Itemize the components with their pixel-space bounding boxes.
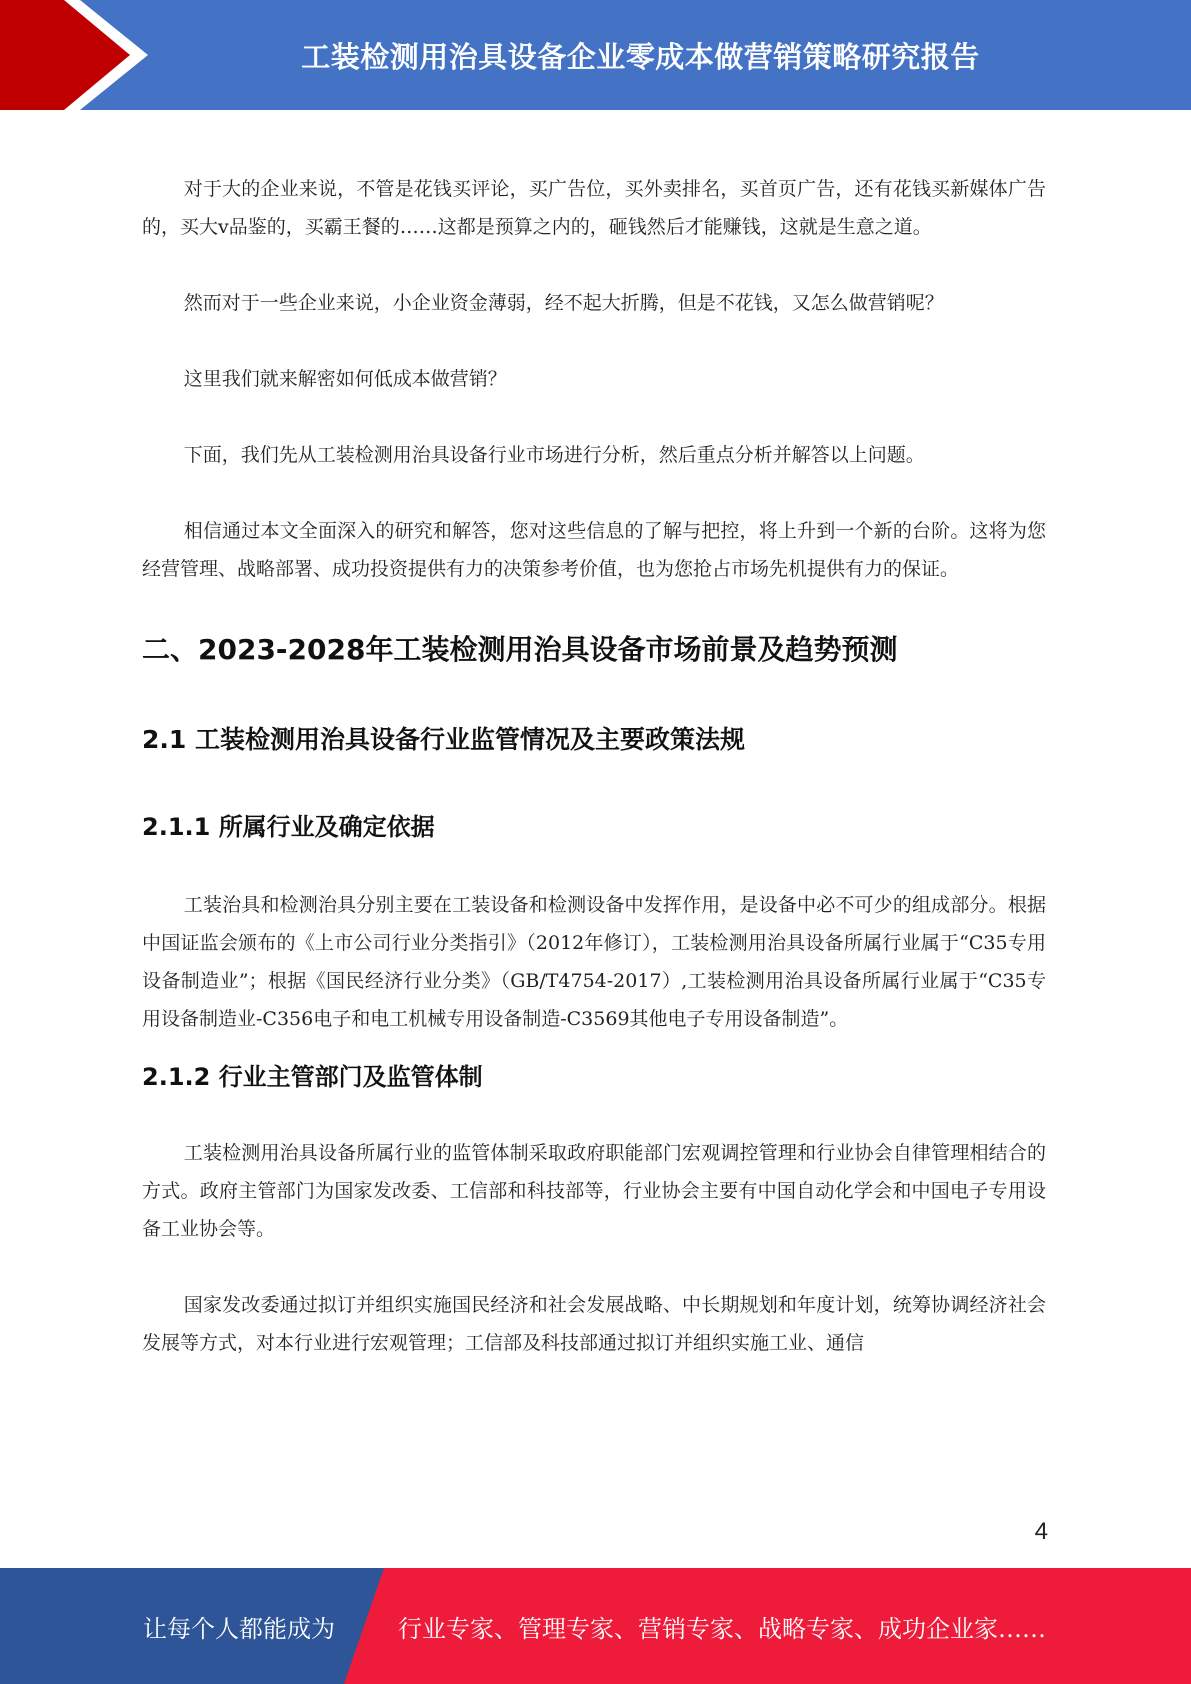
page-header (0, 0, 1191, 110)
paragraph: 然而对于一些企业来说，小企业资金薄弱，经不起大折腾，但是不花钱，又怎么做营销呢？ (183, 292, 944, 314)
paragraph: 工装治具和检测治具分别主要在工装设备和检测设备中发挥作用，是设备中必不可少的组成部分。根据中国证监会颁布的《上市公司行业分类指引》（2012年修订），工装检测用治具设备所属行业属于“C35专用设备制造业”；根据《国民经济行业分类》（GB/T4754-2017）,工装检测用治具设备所属行业属于“C35专用设备制造业-C356电子和电工机械专用设备制造-C3569其他电子专用设备制造”。 (142, 894, 1046, 1030)
report-title: 工装检测用治具设备企业零成本做营销策略研究报告 (301, 39, 980, 74)
paragraph: 工装检测用治具设备所属行业的监管体制采取政府职能部门宏观调控管理和行业协会自律管理相结合的方式。政府主管部门为国家发改委、工信部和科技部等，行业协会主要有中国自动化学会和中国电子专用设备工业协会等。 (142, 1142, 1046, 1240)
page-number: 4 (1034, 1518, 1048, 1545)
paragraph: 相信通过本文全面深入的研究和解答，您对这些信息的了解与把控，将上升到一个新的台阶。这将为您经营管理、战略部署、成功投资提供有力的决策参考价值，也为您抢占市场先机提供有力的保证。 (142, 520, 1046, 580)
paragraph: 下面，我们先从工装检测用治具设备行业市场进行分析，然后重点分析并解答以上问题。 (183, 444, 925, 466)
subsubsection-heading: 2.1.2 行业主管部门及监管体制 (142, 1063, 483, 1091)
paragraph: 这里我们就来解密如何低成本做营销？ (183, 368, 507, 390)
paragraph: 对于大的企业来说，不管是花钱买评论，买广告位，买外卖排名，买首页广告，还有花钱买新媒体广告的，买大v品鉴的，买霸王餐的……这都是预算之内的，砸钱然后才能赚钱，这就是生意之道。 (142, 178, 1046, 238)
subsubsection-heading: 2.1.1 所属行业及确定依据 (142, 813, 435, 841)
page-content (142, 170, 1046, 1362)
subsection-heading: 2.1 工装检测用治具设备行业监管情况及主要政策法规 (142, 725, 745, 754)
footer-slogan-left: 让每个人都能成为 (143, 1614, 335, 1643)
footer-slogan-right: 行业专家、管理专家、营销专家、战略专家、成功企业家…… (398, 1614, 1046, 1643)
section-heading: 二、2023-2028年工装检测用治具设备市场前景及趋势预测 (142, 633, 898, 666)
paragraph: 国家发改委通过拟订并组织实施国民经济和社会发展战略、中长期规划和年度计划，统筹协调经济社会发展等方式，对本行业进行宏观管理；工信部及科技部通过拟订并组织实施工业、通信 (142, 1294, 1046, 1354)
page-footer (0, 1568, 1191, 1684)
